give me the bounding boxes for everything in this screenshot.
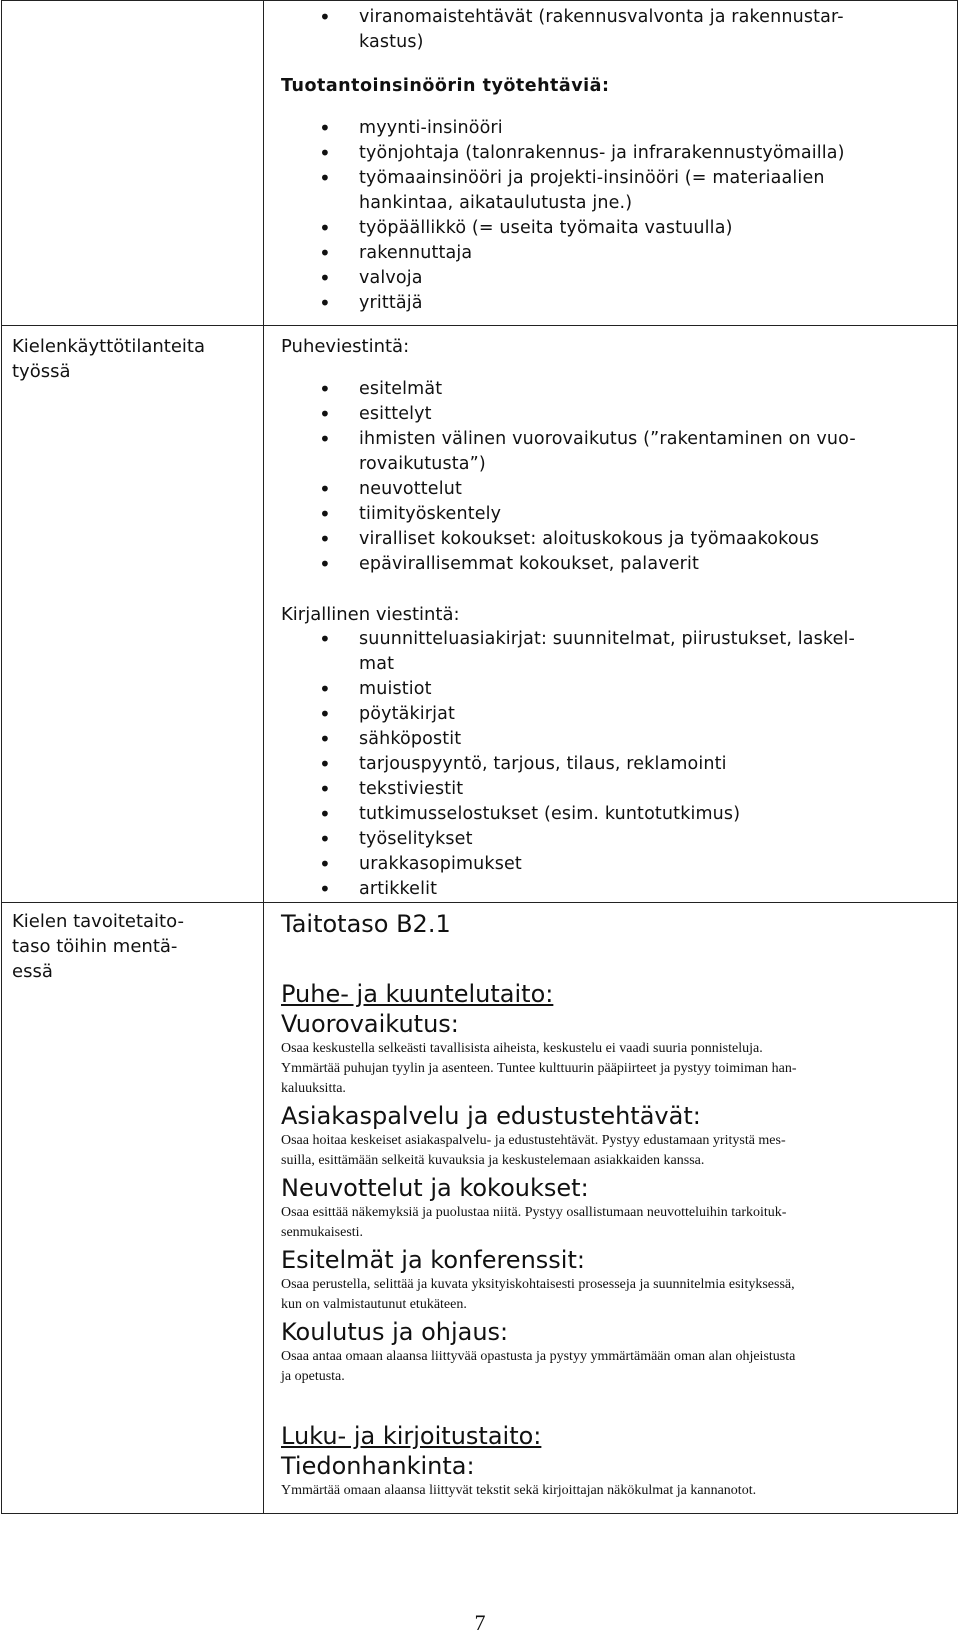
list-item: • sähköpostit — [281, 727, 945, 752]
content-table — [1, 0, 958, 1514]
text-line: Osaa perustella, selittää ja kuvata yksityiskohtaisesti prosesseja ja suunnitelmia esityksessä, — [281, 1277, 795, 1292]
presentations-heading: Esitelmät ja konferenssit: — [281, 1246, 585, 1274]
authority-tasks-list — [281, 5, 945, 55]
training-text — [281, 1347, 945, 1387]
interaction-heading: Vuorovaikutus: — [281, 1010, 459, 1038]
text-line: kun on valmistautunut etukäteen. — [281, 1297, 467, 1312]
row-label: essä — [12, 961, 53, 982]
list-item-continuation: rovaikutusta”) — [359, 454, 486, 474]
list-item: • urakkasopimukset — [281, 852, 945, 877]
written-list — [281, 627, 945, 902]
list-item: • työnjohtaja (talonrakennus- ja infrarakennustyömailla) — [281, 141, 945, 166]
right-cell-skill-level — [264, 903, 958, 1514]
list-item: • esittelyt — [281, 402, 945, 427]
list-item-continuation: mat — [359, 654, 395, 674]
list-item: • tiimityöskentely — [281, 502, 945, 527]
list-item: • muistiot — [281, 677, 945, 702]
list-item: • epävirallisemmat kokoukset, palaverit — [281, 552, 945, 577]
list-item: • viranomaistehtävät (rakennusvalvonta ja rakennustar- — [281, 5, 945, 30]
list-item-continuation: hankintaa, aikataulutusta jne.) — [359, 193, 633, 213]
list-item-continuation: kastus) — [359, 32, 424, 52]
table-row — [2, 1, 958, 326]
list-item: • tarjouspyyntö, tarjous, tilaus, reklamointi — [281, 752, 945, 777]
presentations-text — [281, 1275, 945, 1315]
row-label: Kielen tavoitetaito- — [12, 911, 184, 932]
table-row — [2, 903, 958, 1514]
list-item: • myynti-insinööri — [281, 116, 945, 141]
row-label: työssä — [12, 361, 71, 382]
training-heading: Koulutus ja ohjaus: — [281, 1318, 509, 1346]
text-line: Osaa hoitaa keskeiset asiakaspalvelu- ja edustustehtävät. Pystyy edustamaan yritystä mes- — [281, 1133, 786, 1148]
page-number: 7 — [474, 1610, 486, 1635]
list-item: • työselitykset — [281, 827, 945, 852]
text-line: Osaa keskustella selkeästi tavallisista aiheista, keskustelu ei vaadi suuria ponnisteluja. — [281, 1041, 763, 1056]
list-item: • suunnitteluasiakirjat: suunnitelmat, piirustukset, laskel- — [281, 627, 945, 652]
interaction-text — [281, 1039, 945, 1099]
table-row — [2, 326, 958, 903]
list-item: • neuvottelut — [281, 477, 945, 502]
list-item: • artikkelit — [281, 877, 945, 902]
left-cell-label — [2, 326, 264, 903]
information-retrieval-text: Ymmärtää omaan alaansa liittyvät tekstit sekä kirjoittajan näkökulmat ja kannanotot. — [281, 1483, 757, 1498]
spoken-list — [281, 377, 945, 577]
written-heading: Kirjallinen viestintä: — [281, 604, 460, 625]
text-line: ja opetusta. — [281, 1369, 345, 1384]
left-cell-empty — [2, 1, 264, 326]
customer-service-text — [281, 1131, 945, 1171]
information-retrieval-heading: Tiedonhankinta: — [281, 1452, 475, 1480]
text-line: Ymmärtää puhujan tyylin ja asenteen. Tuntee kulttuurin pääpiirteet ja pystyy toimiman han- — [281, 1061, 797, 1076]
text-line: suilla, esittämään selkeitä kuvauksia ja keskustelemaan asiakkaiden kanssa. — [281, 1153, 705, 1168]
speaking-listening-heading: Puhe- ja kuuntelutaito: — [281, 980, 554, 1008]
meetings-text — [281, 1203, 945, 1243]
row-label: Kielenkäyttötilanteita — [12, 336, 205, 357]
text-line: senmukaisesti. — [281, 1225, 364, 1240]
list-item: • rakennuttaja — [281, 241, 945, 266]
list-item: • viralliset kokoukset: aloituskokous ja työmaakokous — [281, 527, 945, 552]
text-line: kaluuksitta. — [281, 1081, 346, 1096]
production-tasks-list — [281, 116, 945, 316]
skill-level-title: Taitotaso B2.1 — [281, 910, 451, 938]
list-item: • esitelmät — [281, 377, 945, 402]
row-label: taso töihin mentä- — [12, 936, 178, 957]
list-item: • ihmisten välinen vuorovaikutus (”rakentaminen on vuo- — [281, 427, 945, 452]
left-cell-label — [2, 903, 264, 1514]
right-cell-communication — [264, 326, 958, 903]
meetings-heading: Neuvottelut ja kokoukset: — [281, 1174, 589, 1202]
reading-writing-heading: Luku- ja kirjoitustaito: — [281, 1422, 542, 1450]
list-item: • työpäällikkö (= useita työmaita vastuulla) — [281, 216, 945, 241]
list-item: • tekstiviestit — [281, 777, 945, 802]
list-item: • tutkimusselostukset (esim. kuntotutkimus) — [281, 802, 945, 827]
production-engineer-heading: Tuotantoinsinöörin työtehtäviä: — [281, 76, 610, 96]
list-item: • pöytäkirjat — [281, 702, 945, 727]
list-item: • työmaainsinööri ja projekti-insinööri (= materiaalien — [281, 166, 945, 191]
customer-service-heading: Asiakaspalvelu ja edustustehtävät: — [281, 1102, 701, 1130]
list-item: • valvoja — [281, 266, 945, 291]
list-item: • yrittäjä — [281, 291, 945, 316]
text-line: Osaa antaa omaan alaansa liittyvää opastusta ja pystyy ymmärtämään oman alan ohjeistusta — [281, 1349, 796, 1364]
right-cell-tasks — [264, 1, 958, 326]
text-line: Osaa esittää näkemyksiä ja puolustaa niitä. Pystyy osallistumaan neuvotteluihin tarkoituk- — [281, 1205, 787, 1220]
spoken-heading: Puheviestintä: — [281, 336, 410, 357]
